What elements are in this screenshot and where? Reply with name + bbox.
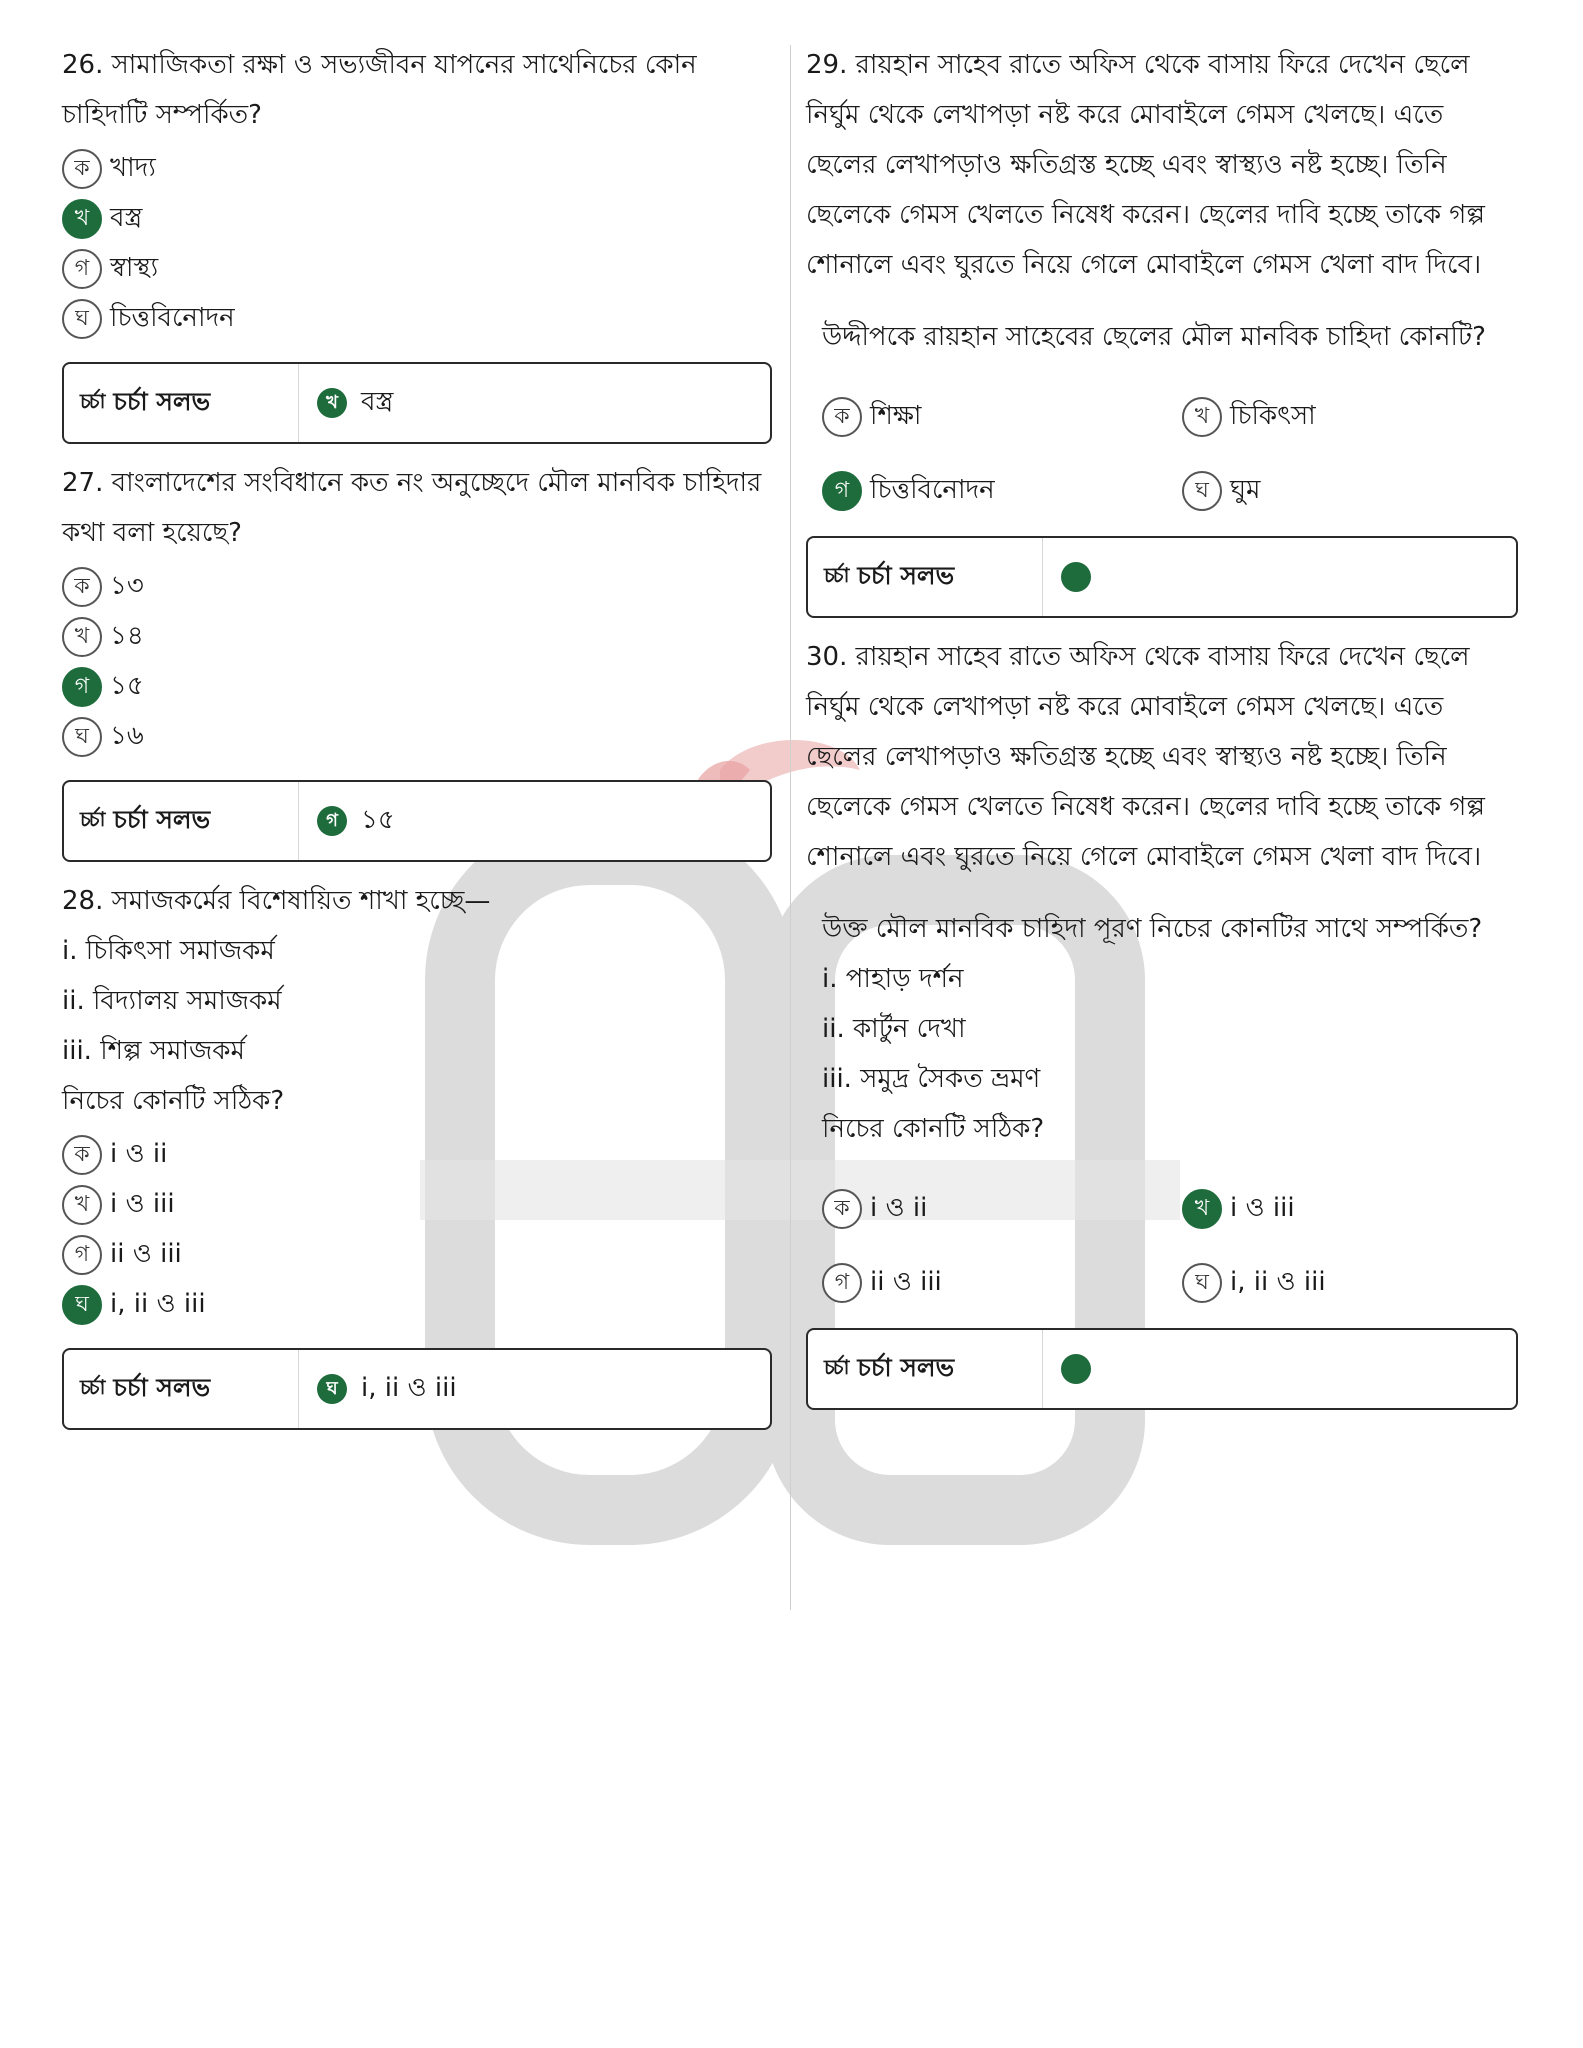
option-kha[interactable]: খ ১৪ [62, 612, 772, 662]
question-prompt: নিচের কোনটি সঠিক? [822, 1114, 1045, 1144]
answer-box: চর্চা চর্চা সলভ [806, 1328, 1518, 1410]
option-ga[interactable]: গ চিত্তবিনোদন [822, 454, 1182, 528]
option-ka[interactable]: ক ১৩ [62, 562, 772, 612]
question-prompt: নিচের কোনটি সঠিক? [62, 1086, 285, 1116]
option-gha[interactable]: ঘ i, ii ও iii [62, 1280, 772, 1330]
option-gha[interactable]: ঘ i, ii ও iii [1182, 1246, 1522, 1320]
statement: iii. শিল্প সমাজকর্ম [62, 1036, 245, 1066]
answer-letter: গ [317, 806, 347, 836]
question-29 [806, 40, 1518, 618]
option-ka[interactable]: ক শিক্ষা [822, 380, 1182, 454]
statement: ii. বিদ্যালয় সমাজকর্ম [62, 986, 282, 1016]
statement: iii. সমুদ্র সৈকত ভ্রমণ [822, 1064, 1041, 1094]
option-gha[interactable]: ঘ চিত্তবিনোদন [62, 294, 772, 344]
question-stem: 30. রায়হান সাহেব রাতে অফিস থেকে বাসায় ফিরে দেখেন ছেলে নির্ঘুম থেকে লেখাপড়া নষ্ট করে মোবাইলে গেমস খেলছে। এতে ছেলের লেখাপড়াও ক্ষতিগ্রস্ত হচ্ছে এবং স্বাস্থ্যও নষ্ট হচ্ছে। তিনি ছেলেকে গেমস খেলতে নিষেধ করেন। ছেলের দাবি হচ্ছে তাকে গল্প শোনালে এবং ঘুরতে নিয়ে গেলে মোবাইলে গেমস খেলা বাদ দিবে। [806, 642, 1485, 872]
option-kha[interactable]: খ i ও iii [62, 1180, 772, 1230]
option-ka[interactable]: ক খাদ্য [62, 144, 772, 194]
logo-icon: চর্চা [824, 1354, 848, 1379]
option-kha[interactable]: খ i ও iii [1182, 1172, 1522, 1246]
option-ga[interactable]: গ ১৫ [62, 662, 772, 712]
answer-box: চর্চা চর্চা সলভ [806, 536, 1518, 618]
statement: i. পাহাড় দর্শন [822, 964, 964, 994]
question-28 [62, 876, 772, 1430]
answer-indicator [1061, 1354, 1091, 1384]
option-gha[interactable]: ঘ ১৬ [62, 712, 772, 762]
question-text: 27. বাংলাদেশের সংবিধানে কত নং অনুচ্ছেদে মৌল মানবিক চাহিদার কথা বলা হয়েছে? [62, 468, 762, 548]
option-kha[interactable]: খ চিকিৎসা [1182, 380, 1522, 454]
option-ga[interactable]: গ স্বাস্থ্য [62, 244, 772, 294]
answer-text: ১৫ [361, 805, 395, 835]
option-ga[interactable]: গ ii ও iii [822, 1246, 1182, 1320]
column-divider [790, 45, 791, 1610]
question-text: 28. সমাজকর্মের বিশেষায়িত শাখা হচ্ছে— [62, 886, 491, 916]
answer-letter: খ [317, 388, 347, 418]
option-ka[interactable]: ক i ও ii [62, 1130, 772, 1180]
question-text: উক্ত মৌল মানবিক চাহিদা পূরণ নিচের কোনটির সাথে সম্পর্কিত? [822, 914, 1483, 944]
logo-icon: চর্চা [80, 806, 104, 831]
question-stem: 29. রায়হান সাহেব রাতে অফিস থেকে বাসায় ফিরে দেখেন ছেলে নির্ঘুম থেকে লেখাপড়া নষ্ট করে মোবাইলে গেমস খেলছে। এতে ছেলের লেখাপড়াও ক্ষতিগ্রস্ত হচ্ছে এবং স্বাস্থ্যও নষ্ট হচ্ছে। তিনি ছেলেকে গেমস খেলতে নিষেধ করেন। ছেলের দাবি হচ্ছে তাকে গল্প শোনালে এবং ঘুরতে নিয়ে গেলে মোবাইলে গেমস খেলা বাদ দিবে। [806, 50, 1485, 280]
answer-indicator [1061, 562, 1091, 592]
question-30 [806, 632, 1518, 1410]
question-26 [62, 40, 772, 444]
question-27 [62, 458, 772, 862]
statement: ii. কার্টুন দেখা [822, 1014, 966, 1044]
option-gha[interactable]: ঘ ঘুম [1182, 454, 1522, 528]
question-text: 26. সামাজিকতা রক্ষা ও সভ্যজীবন যাপনের সাথেনিচের কোন চাহিদাটি সম্পর্কিত? [62, 50, 697, 130]
question-text: উদ্দীপকে রায়হান সাহেবের ছেলের মৌল মানবিক চাহিদা কোনটি? [822, 322, 1486, 352]
answer-text: i, ii ও iii [361, 1373, 457, 1403]
statement: i. চিকিৎসা সমাজকর্ম [62, 936, 275, 966]
option-ga[interactable]: গ ii ও iii [62, 1230, 772, 1280]
right-column [806, 40, 1518, 1424]
answer-box: চর্চা চর্চা সলভ গ ১৫ [62, 780, 772, 862]
logo-icon: চর্চা [824, 562, 848, 587]
option-kha[interactable]: খ বস্ত্র [62, 194, 772, 244]
option-ka[interactable]: ক i ও ii [822, 1172, 1182, 1246]
answer-box: চর্চা চর্চা সলভ ঘ i, ii ও iii [62, 1348, 772, 1430]
answer-box: চর্চা চর্চা সলভ খ বস্ত্র [62, 362, 772, 444]
logo-icon: চর্চা [80, 1374, 104, 1399]
left-column [62, 40, 772, 1444]
logo-icon: চর্চা [80, 388, 104, 413]
answer-text: বস্ত্র [361, 387, 394, 417]
answer-letter: ঘ [317, 1374, 347, 1404]
